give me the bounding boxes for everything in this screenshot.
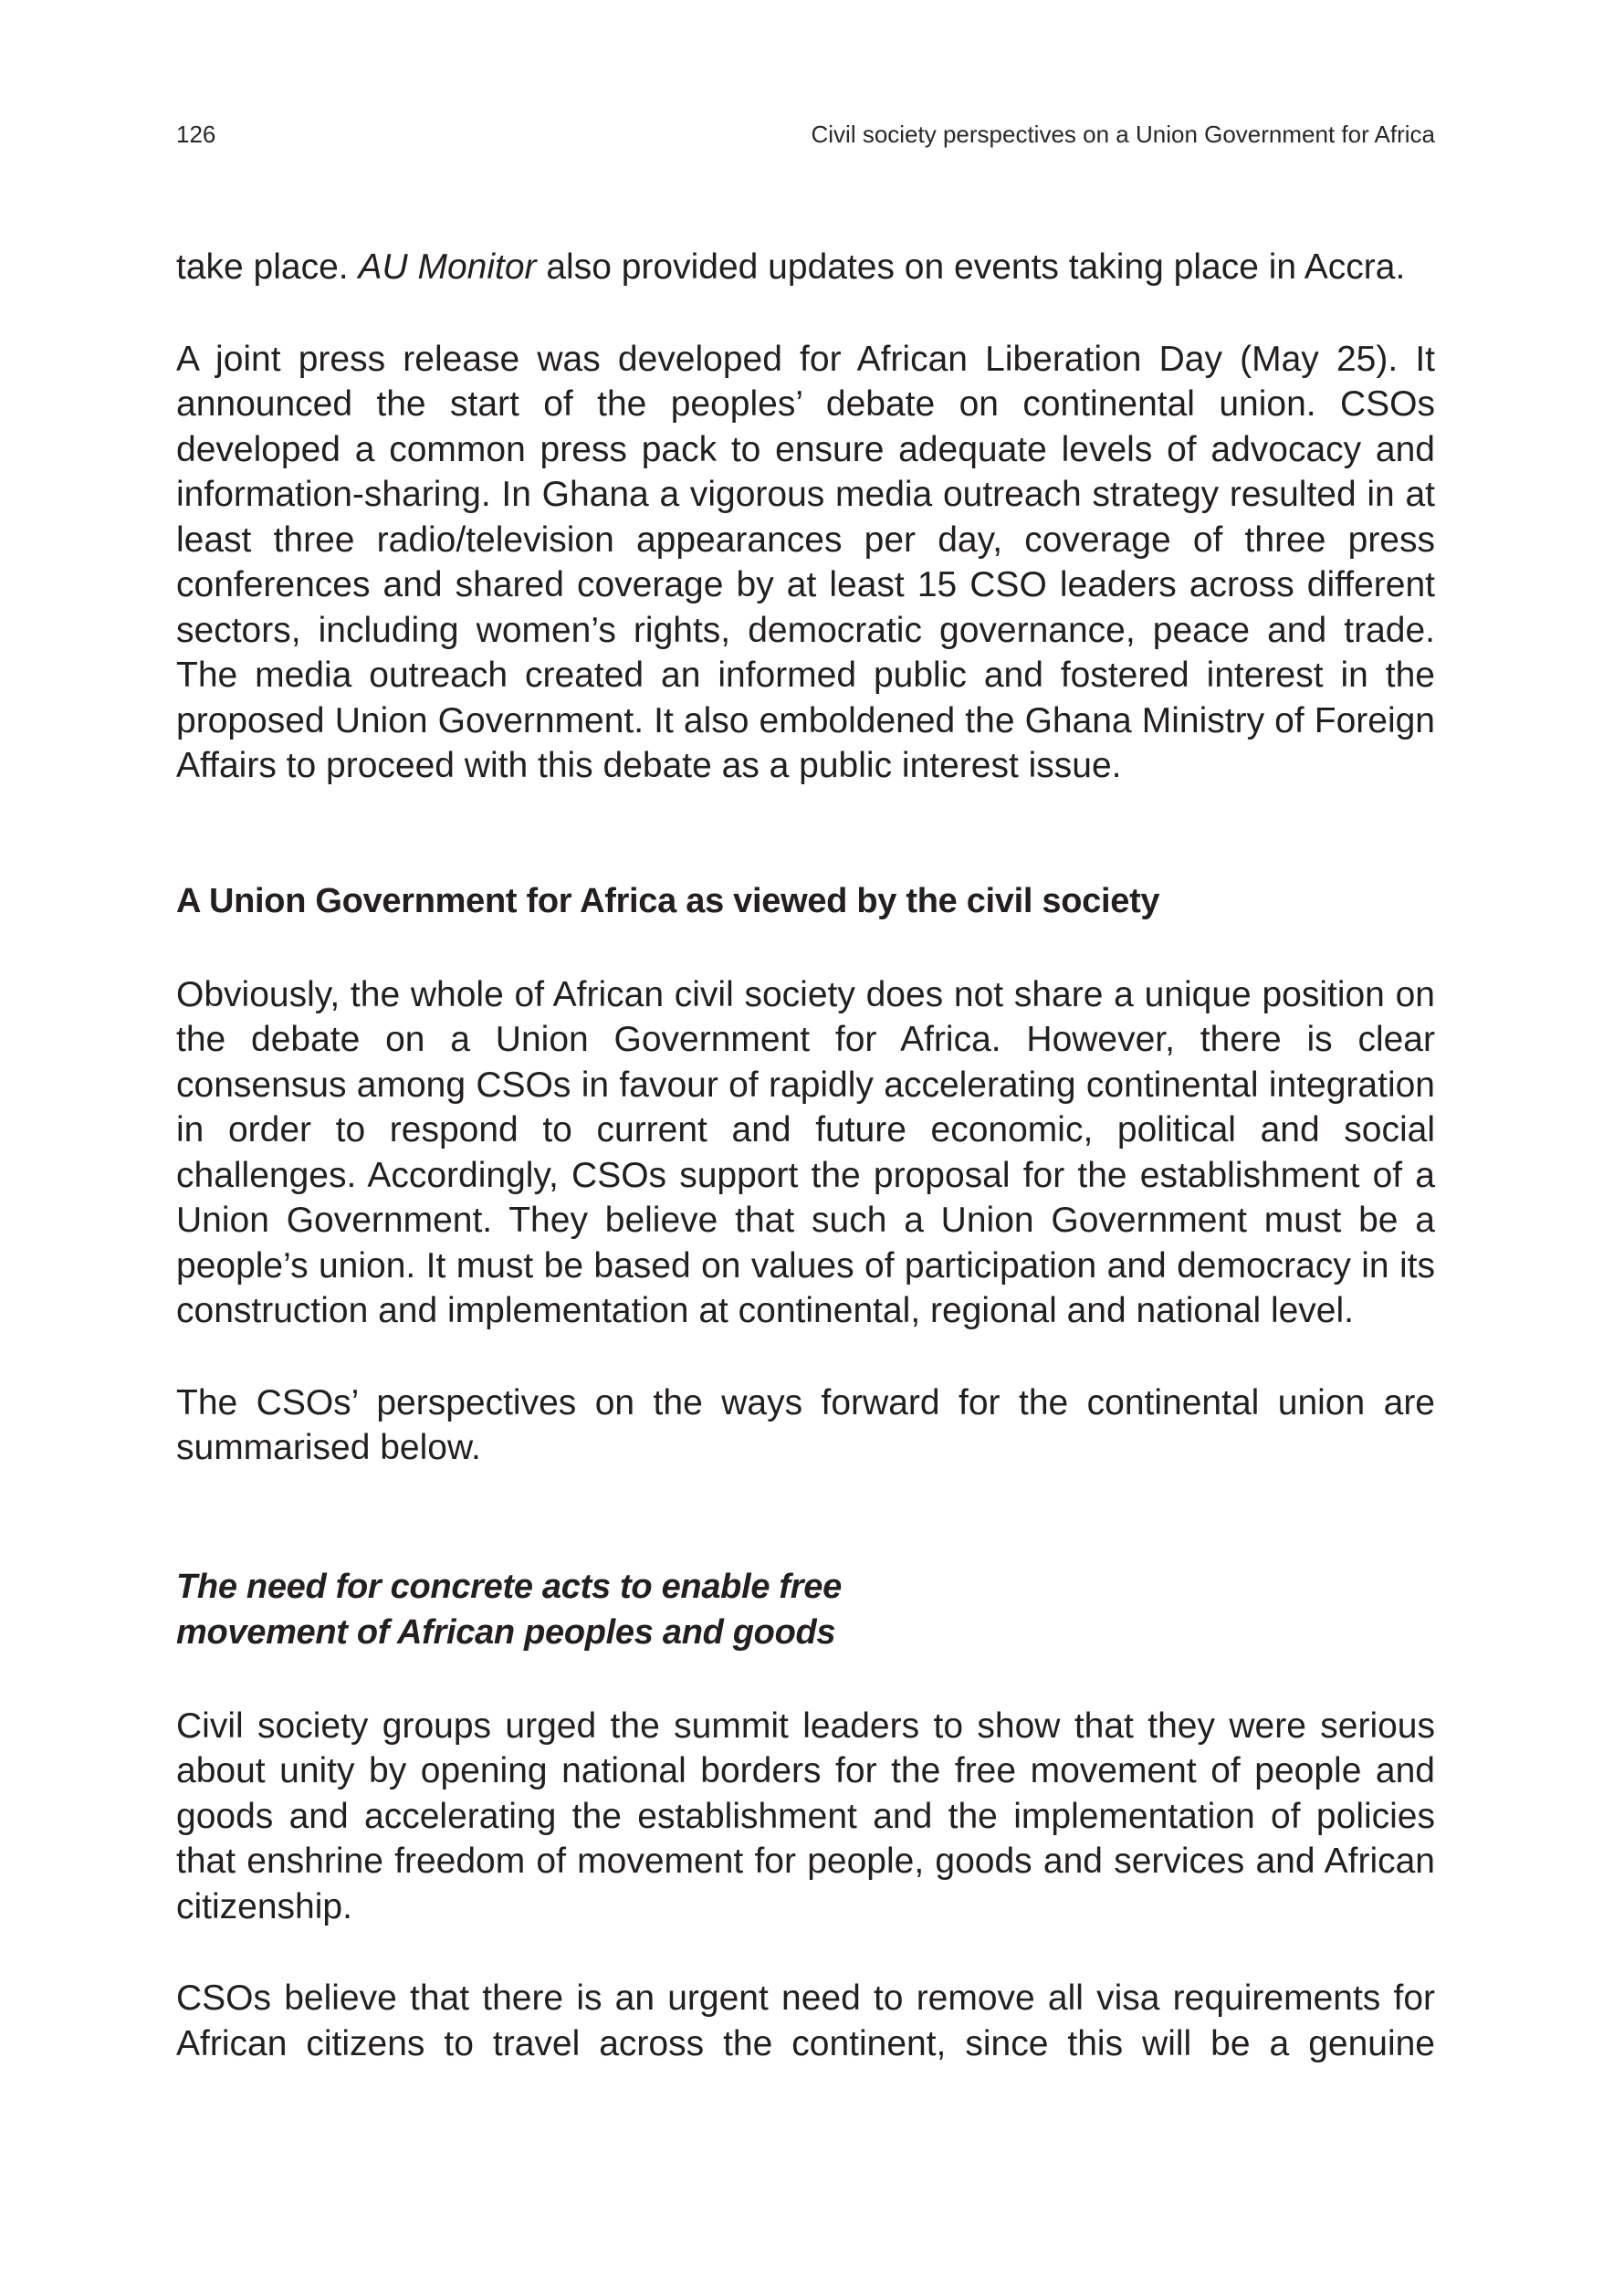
paragraph-1-end: also provided updates on events taking place in Accra.: [536, 247, 1406, 287]
subsection-heading-line-2: movement of African peoples and goods: [176, 1612, 836, 1652]
paragraph-1: [176, 245, 1435, 290]
subsection-heading-line-1: The need for concrete acts to enable free: [176, 1567, 842, 1606]
paragraph-3: Obviously, the whole of African civil society does not share a unique position on the debate on a Union Government for Africa. However, there is clear consensus among CSOs in favour of rapidly accelerating continental integration in order to respond to current and future economic, political and social challenges. Accordingly, CSOs support the proposal for the establishment of a Union Government. They believe that such a Union Government must be a people’s union. It must be based on values of participation and democracy in its construction and implementation at continental, regional and national level.: [176, 974, 1435, 1330]
paragraph-4: The CSOs’ perspectives on the ways forward for the continental union are summarised below.: [176, 1382, 1435, 1467]
paragraph-6: CSOs believe that there is an urgent need to remove all visa requirements for African citizens to travel across the continent, since this will be a genuine: [176, 1978, 1435, 2063]
section-heading: A Union Government for Africa as viewed by the civil society: [176, 881, 1160, 920]
subsection-heading: [176, 1564, 1435, 1655]
paragraph-2: A joint press release was developed for African Liberation Day (May 25). It announced the start of the peoples’ debate on continental union. CSOs developed a common press pack to ensure adequate levels of advocacy and information-sharing. In Ghana a vigorous media outreach strategy resulted in at least three radio/television appearances per day, coverage of three press conferences and shared coverage by at least 15 CSO leaders across different sectors, including women’s rights, democratic governance, peace and trade. The media outreach created an informed public and fostered interest in the proposed Union Government. It also emboldened the Ghana Ministry of Foreign Affairs to proceed with this debate as a public interest issue.: [176, 339, 1435, 785]
paragraph-1-start: take place.: [176, 247, 359, 287]
running-title: Civil society perspectives on a Union Government for Africa: [811, 121, 1435, 148]
body-text: [176, 245, 1435, 2066]
page-number: 126: [176, 121, 216, 148]
running-header: [176, 121, 1435, 157]
publication-title-au-monitor: AU Monitor: [358, 247, 537, 287]
paragraph-5: Civil society groups urged the summit leaders to show that they were serious about unity by opening national borders for the free movement of people and goods and accelerating the establishment and the implementation of policies that enshrine freedom of movement for people, goods and services and African citizenship.: [176, 1706, 1435, 1926]
